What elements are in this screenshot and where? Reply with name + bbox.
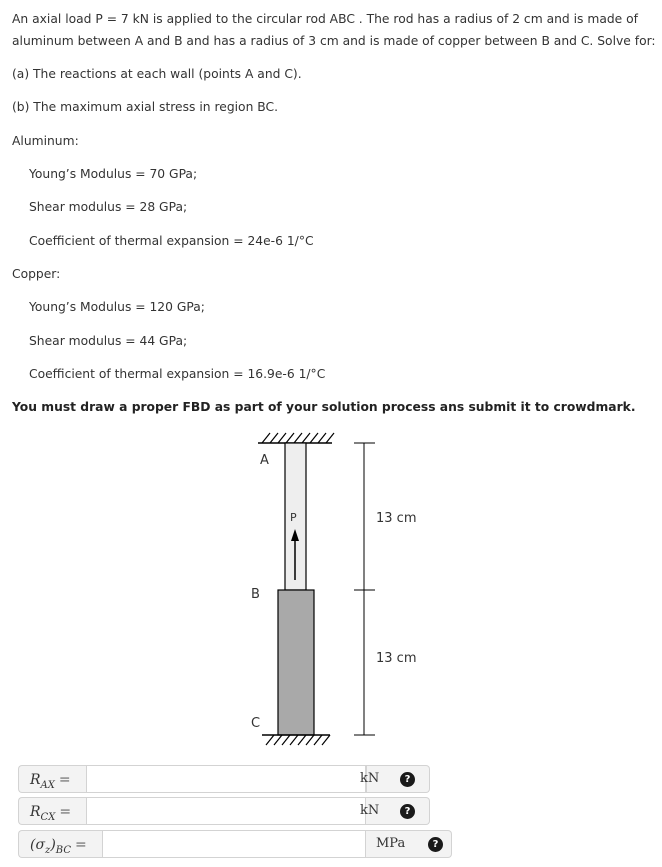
top-wall bbox=[258, 433, 334, 443]
bottom-wall bbox=[262, 735, 330, 745]
aluminum-thermal: Coefficient of thermal expansion = 24e-6 1/°C bbox=[29, 234, 314, 248]
rax-label: $R_{AX}$ = bbox=[18, 765, 86, 793]
dim-ab-label: 13 cm bbox=[376, 511, 417, 526]
dimension-line bbox=[354, 443, 375, 735]
aluminum-youngs: Young’s Modulus = 70 GPa; bbox=[29, 167, 198, 181]
label-a: A bbox=[260, 453, 269, 468]
copper-thermal: Coefficient of thermal expansion = 16.9e-6 1/°C bbox=[29, 367, 326, 381]
copper-segment bbox=[278, 590, 314, 735]
stress-unit-text: MPa bbox=[376, 836, 406, 851]
label-c: C bbox=[251, 716, 261, 731]
problem-line-1: An axial load P = 7 kN is applied to the circular rod ABC . The rod has a radius of 2 cm and is made of bbox=[12, 12, 639, 26]
rcx-unit-text: kN bbox=[360, 803, 380, 818]
copper-heading: Copper: bbox=[12, 267, 61, 281]
rcx-input[interactable] bbox=[86, 797, 366, 825]
fbd-instruction: You must draw a proper FBD as part of your solution process ans submit it to crowdmark. bbox=[12, 400, 636, 414]
rax-unit-text: kN bbox=[360, 771, 380, 786]
stress-help-icon[interactable]: ? bbox=[428, 837, 443, 852]
label-b: B bbox=[251, 587, 260, 602]
stress-label: $(\sigma_z)_{BC}$ = bbox=[18, 830, 102, 858]
rax-help-icon[interactable]: ? bbox=[400, 772, 415, 787]
part-a: (a) The reactions at each wall (points A and C). bbox=[12, 67, 302, 81]
rax-input[interactable] bbox=[86, 765, 366, 793]
copper-youngs: Young’s Modulus = 120 GPa; bbox=[29, 300, 205, 314]
dim-bc-label: 13 cm bbox=[376, 651, 417, 666]
aluminum-heading: Aluminum: bbox=[12, 134, 79, 148]
part-b: (b) The maximum axial stress in region BC. bbox=[12, 100, 278, 114]
label-p: P bbox=[290, 511, 297, 524]
rcx-label: $R_{CX}$ = bbox=[18, 797, 86, 825]
aluminum-shear: Shear modulus = 28 GPa; bbox=[29, 200, 188, 214]
problem-line-2: aluminum between A and B and has a radius of 3 cm and is made of copper between B and C. Solve for: bbox=[12, 34, 656, 48]
stress-input[interactable] bbox=[102, 830, 366, 858]
rcx-help-icon[interactable]: ? bbox=[400, 804, 415, 819]
copper-shear: Shear modulus = 44 GPa; bbox=[29, 334, 188, 348]
